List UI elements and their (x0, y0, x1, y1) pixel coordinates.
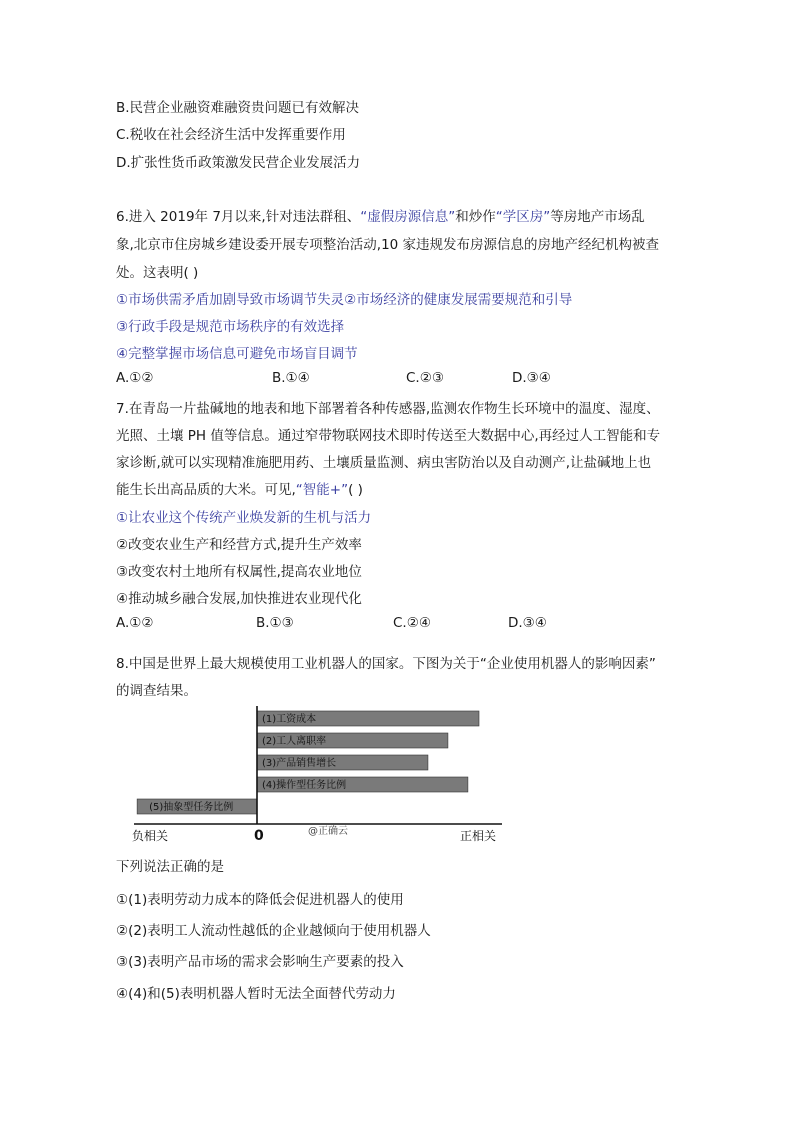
factor-correlation-chart (130, 704, 510, 846)
q7-statement-2: ②改变农业生产和经营方式,提升生产效率 (116, 537, 362, 553)
bar-label-1: (1)工资成本 (262, 714, 317, 725)
q7-choice-d: D.③④ (508, 615, 547, 631)
q6-choice-c: C.②③ (406, 370, 444, 386)
watermark-label: @正确云 (308, 826, 348, 837)
q7-stem-part-c: ( ) (348, 482, 363, 498)
bar-label-3: (3)产品销售增长 (262, 758, 337, 769)
q8-statement-4: ④(4)和(5)表明机器人暂时无法全面替代劳动力 (116, 986, 396, 1002)
bar-label-5: (5)抽象型任务比例 (149, 802, 234, 813)
q8-stem-line1: 8.中国是世界上最大规模使用工业机器人的国家。下图为关于“企业使用机器人的影响因素” (116, 656, 656, 672)
q7-stem-line1: 7.在青岛一片盐碱地的地表和地下部署着各种传感器,监测农作物生长环境中的温度、湿度、 (116, 401, 660, 417)
q5-option-d: D.扩张性货币政策激发民营企业发展活力 (116, 155, 361, 171)
q7-stem-line2: 光照、土壤 PH 值等信息。通过窄带物联网技术即时传送至大数据中心,再经过人工智能和专 (116, 428, 661, 444)
q7-choice-b: B.①③ (256, 615, 294, 631)
q6-choice-d: D.③④ (512, 370, 551, 386)
q6-statement-1-2: ①市场供需矛盾加剧导致市场调节失灵②市场经济的健康发展需要规范和引导 (116, 292, 573, 308)
q6-choice-b: B.①④ (272, 370, 310, 386)
q7-stem-line3: 家诊断,就可以实现精准施肥用药、土壤质量监测、病虫害防治以及自动测产,让盐碱地上也 (116, 455, 652, 471)
chart-bars (137, 711, 479, 814)
q5-option-b: B.民营企业融资难融资贵问题已有效解决 (116, 100, 360, 116)
q8-statement-1: ①(1)表明劳动力成本的降低会促进机器人的使用 (116, 892, 404, 908)
q7-statement-4: ④推动城乡融合发展,加快推进农业现代化 (116, 591, 362, 607)
q6-stem-line3: 处。这表明( ) (116, 265, 199, 281)
q8-stem-line2: 的调查结果。 (116, 683, 197, 699)
q7-choice-a: A.①② (116, 615, 154, 631)
q6-stem-part-e: 等房地产市场乱 (550, 209, 645, 225)
q6-quote-fake-listings: “虚假房源信息” (360, 209, 456, 225)
q8-statement-2: ②(2)表明工人流动性越低的企业越倾向于使用机器人 (116, 923, 431, 939)
q7-stem-line4 (116, 478, 363, 498)
q7-stem-part-a: 能生长出高品质的大米。可见, (116, 482, 296, 498)
q6-stem-part-c: 和炒作 (455, 209, 496, 225)
q7-choice-c: C.②④ (393, 615, 431, 631)
q6-stem-part-a: 6.进入 2019年 7月以来,针对违法群租、 (116, 209, 361, 225)
q6-statement-4: ④完整掌握市场信息可避免市场盲目调节 (116, 346, 358, 362)
q5-option-c: C.税收在社会经济生活中发挥重要作用 (116, 127, 346, 143)
q6-quote-school-district: “学区房” (495, 209, 551, 225)
axis-left-label: 负相关 (132, 829, 169, 843)
axis-zero-label: 0 (254, 828, 264, 844)
q6-stem-line1 (116, 205, 645, 225)
q7-statement-3: ③改变农村土地所有权属性,提高农业地位 (116, 564, 362, 580)
q6-choice-a: A.①② (116, 370, 154, 386)
q8-statement-3: ③(3)表明产品市场的需求会影响生产要素的投入 (116, 954, 404, 970)
bar-label-2: (2)工人离职率 (262, 736, 327, 747)
q7-quote-smart-plus: “智能+” (295, 482, 349, 498)
q6-stem-line2: 象,北京市住房城乡建设委开展专项整治活动,10 家违规发布房源信息的房地产经纪机构被查 (116, 237, 660, 253)
q8-prompt: 下列说法正确的是 (116, 859, 224, 875)
q6-statement-3: ③行政手段是规范市场秩序的有效选择 (116, 319, 345, 335)
bar-label-4: (4)操作型任务比例 (262, 780, 347, 791)
q7-statement-1: ①让农业这个传统产业焕发新的生机与活力 (116, 510, 372, 526)
axis-right-label: 正相关 (460, 829, 497, 843)
